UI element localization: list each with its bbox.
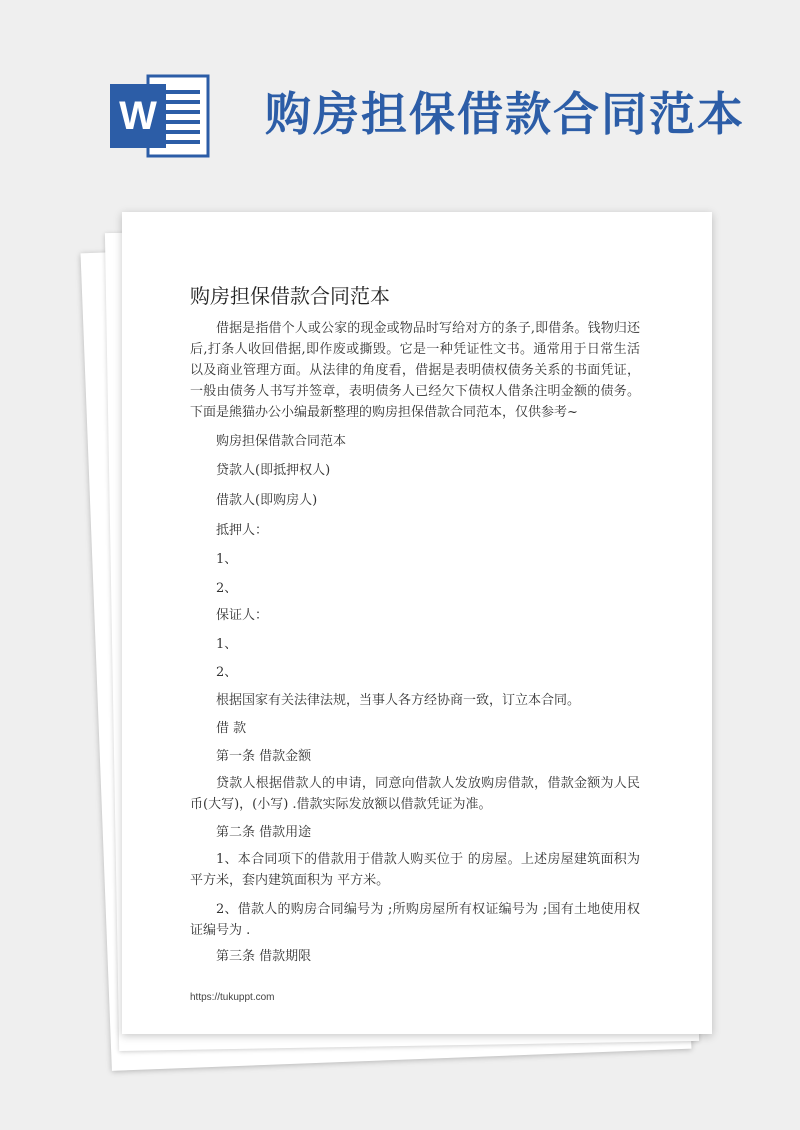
mortgagor-item-1: 1、 [216,552,238,567]
word-document-icon [110,72,212,160]
guarantor-line: 保证人： [216,608,269,623]
header-title: 购房担保借款合同范本 [265,87,745,141]
document-page [122,212,712,1034]
article-2-paragraph-1: 1、本合同项下的借款用于借款人购买位于 的房屋。上述房屋建筑面积为 平方米，套内建筑面积为 平方米。 [190,852,640,888]
section-loan-heading: 借 款 [216,721,247,736]
article-1-paragraph: 贷款人根据借款人的申请，同意向借款人发放购房借款，借款金额为人民币(大写)，(小写) .借款实际发放额以借款凭证为准。 [190,776,640,812]
guarantor-item-1: 1、 [216,637,238,652]
lender-line: 贷款人(即抵押权人) [216,463,331,478]
intro-paragraph: 借据是指借个人或公家的现金或物品时写给对方的条子,即借条。钱物归还后,打条人收回借据,即作废或撕毁。它是一种凭证性文书。通常用于日常生活以及商业管理方面。从法律的角度看，借据是表明债权债务关系的书面凭证，一般由债务人书写并签章，表明债务人已经欠下债权人借条注明金额的债务。下面是熊猫办公小编最新整理的购房担保借款合同范本，仅供参考~ [190,321,640,420]
mortgagor-line: 抵押人： [216,523,269,538]
borrower-line: 借款人(即购房人) [216,493,318,508]
footer-url: https://tukuppt.com [190,992,275,1003]
agreement-line: 根据国家有关法律法规，当事人各方经协商一致，订立本合同。 [216,693,581,708]
document-title: 购房担保借款合同范本 [190,284,390,308]
article-2-heading: 第二条 借款用途 [216,825,312,840]
article-1-heading: 第一条 借款金额 [216,749,312,764]
logo-letter: W [119,94,157,138]
mortgagor-item-2: 2、 [216,581,238,596]
article-2-paragraph-2: 2、借款人的购房合同编号为 ;所购房屋所有权证编号为 ;国有土地使用权证编号为 . [190,902,640,938]
page-header [0,0,800,200]
contract-name-line: 购房担保借款合同范本 [216,434,347,449]
article-3-heading: 第三条 借款期限 [216,949,312,964]
guarantor-item-2: 2、 [216,665,238,680]
